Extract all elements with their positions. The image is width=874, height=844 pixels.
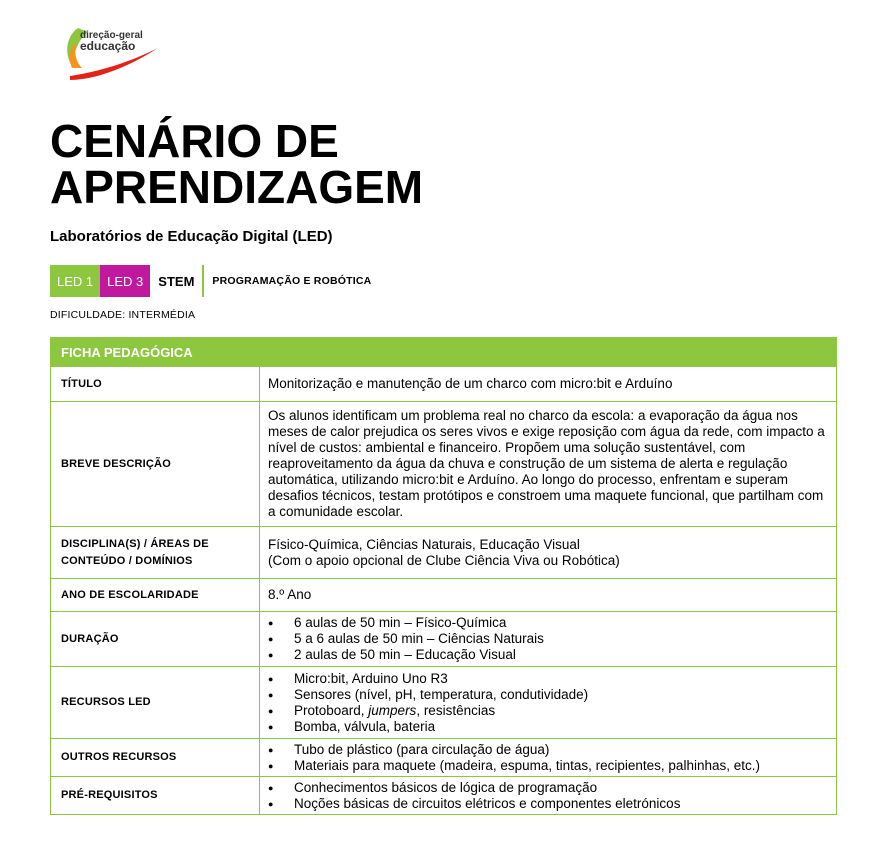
label-disciplinas-line1: DISCIPLINA(S) / ÁREAS DE xyxy=(61,537,209,550)
label-disciplinas xyxy=(51,527,260,579)
row-descricao xyxy=(51,402,837,527)
tag-area: PROGRAMAÇÃO E ROBÓTICA xyxy=(212,275,372,287)
value-disciplinas-line1: Físico-Química, Ciências Naturais, Educação Visual xyxy=(268,536,580,552)
outros-list xyxy=(268,742,828,774)
table-header: FICHA PEDAGÓGICA xyxy=(51,338,837,367)
label-titulo: TÍTULO xyxy=(51,367,260,402)
label-outros: OUTROS RECURSOS xyxy=(51,739,260,777)
duracao-list xyxy=(268,615,828,663)
value-recursos-led xyxy=(260,667,837,739)
label-ano: ANO DE ESCOLARIDADE xyxy=(51,579,260,612)
value-duracao xyxy=(260,612,837,667)
protoboard-pre: Protoboard, xyxy=(294,702,369,718)
difficulty-label: DIFICULDADE: INTERMÉDIA xyxy=(50,309,196,321)
logo-line1: direção-geral xyxy=(80,30,143,41)
title-line1: CENÁRIO DE xyxy=(50,115,339,167)
tag-led1: LED 1 xyxy=(50,265,100,297)
table-header-row xyxy=(51,338,837,367)
list-item: ● Micro:bit, Arduino Uno R3 xyxy=(290,671,828,687)
label-duracao: DURAÇÃO xyxy=(51,612,260,667)
row-recursos-led xyxy=(51,667,837,739)
list-item: ● 5 a 6 aulas de 50 min – Ciências Naturais xyxy=(290,631,828,647)
prereq-list xyxy=(268,780,828,812)
protoboard-jumpers: jumpers xyxy=(368,702,417,718)
list-item: ● Conhecimentos básicos de lógica de programação xyxy=(290,780,828,796)
ficha-pedagogica-table xyxy=(50,337,837,815)
logo-line2: educação xyxy=(80,39,136,53)
value-prereq xyxy=(260,777,837,815)
label-recursos-led: RECURSOS LED xyxy=(51,667,260,739)
logo-text xyxy=(80,31,143,51)
list-item: ● Sensores (nível, pH, temperatura, condutividade) xyxy=(290,687,828,703)
value-outros xyxy=(260,739,837,777)
list-item xyxy=(290,703,828,719)
label-prereq: PRÉ-REQUISITOS xyxy=(51,777,260,815)
tag-bar xyxy=(50,265,378,297)
label-disciplinas-line2: CONTEÚDO / DOMÍNIOS xyxy=(61,554,193,567)
row-disciplinas xyxy=(51,527,837,579)
value-disciplinas-line2: (Com o apoio opcional de Clube Ciência Viva ou Robótica) xyxy=(268,552,620,568)
value-descricao: Os alunos identificam um problema real no charco da escola: a evaporação da água nos meses de calor prejudica os seres vivos e exige reposição com água da rede, com impacto a nível de custos: ambiental e financeiro. Propõem uma solução sustentável, com reaproveitamento da água da chuva e construção de um sistema de alerta e regulação automática, utilizando micro:bit e Arduíno. Ao longo do processo, enfrentam e superam desafios técnicos, testam protótipos e constroem uma maquete funcional, que partilham com a comunidade escolar. xyxy=(260,402,837,527)
list-item: ● 2 aulas de 50 min – Educação Visual xyxy=(290,647,828,663)
value-titulo: Monitorização e manutenção de um charco com micro:bit e Arduíno xyxy=(260,367,837,402)
row-titulo xyxy=(51,367,837,402)
protoboard-post: , resistências xyxy=(416,702,496,718)
list-item: ● Materiais para maquete (madeira, espuma, tintas, recipientes, palhinhas, etc.) xyxy=(290,758,828,774)
row-duracao xyxy=(51,612,837,667)
recursos-led-list xyxy=(268,671,828,735)
list-item: ● Bomba, válvula, bateria xyxy=(290,719,828,735)
tag-stem: STEM xyxy=(150,265,204,297)
list-item: ● Tubo de plástico (para circulação de água) xyxy=(290,742,828,758)
row-prereq xyxy=(51,777,837,815)
page-title xyxy=(50,115,424,213)
title-line2: APRENDIZAGEM xyxy=(50,161,424,213)
value-ano: 8.º Ano xyxy=(260,579,837,612)
list-item: ● Noções básicas de circuitos elétricos e componentes eletrónicos xyxy=(290,796,828,812)
row-ano xyxy=(51,579,837,612)
row-outros xyxy=(51,739,837,777)
tag-led3: LED 3 xyxy=(100,265,150,297)
subtitle: Laboratórios de Educação Digital (LED) xyxy=(50,228,333,245)
value-disciplinas xyxy=(260,527,837,579)
label-descricao: BREVE DESCRIÇÃO xyxy=(51,402,260,527)
list-item: ● 6 aulas de 50 min – Físico-Química xyxy=(290,615,828,631)
